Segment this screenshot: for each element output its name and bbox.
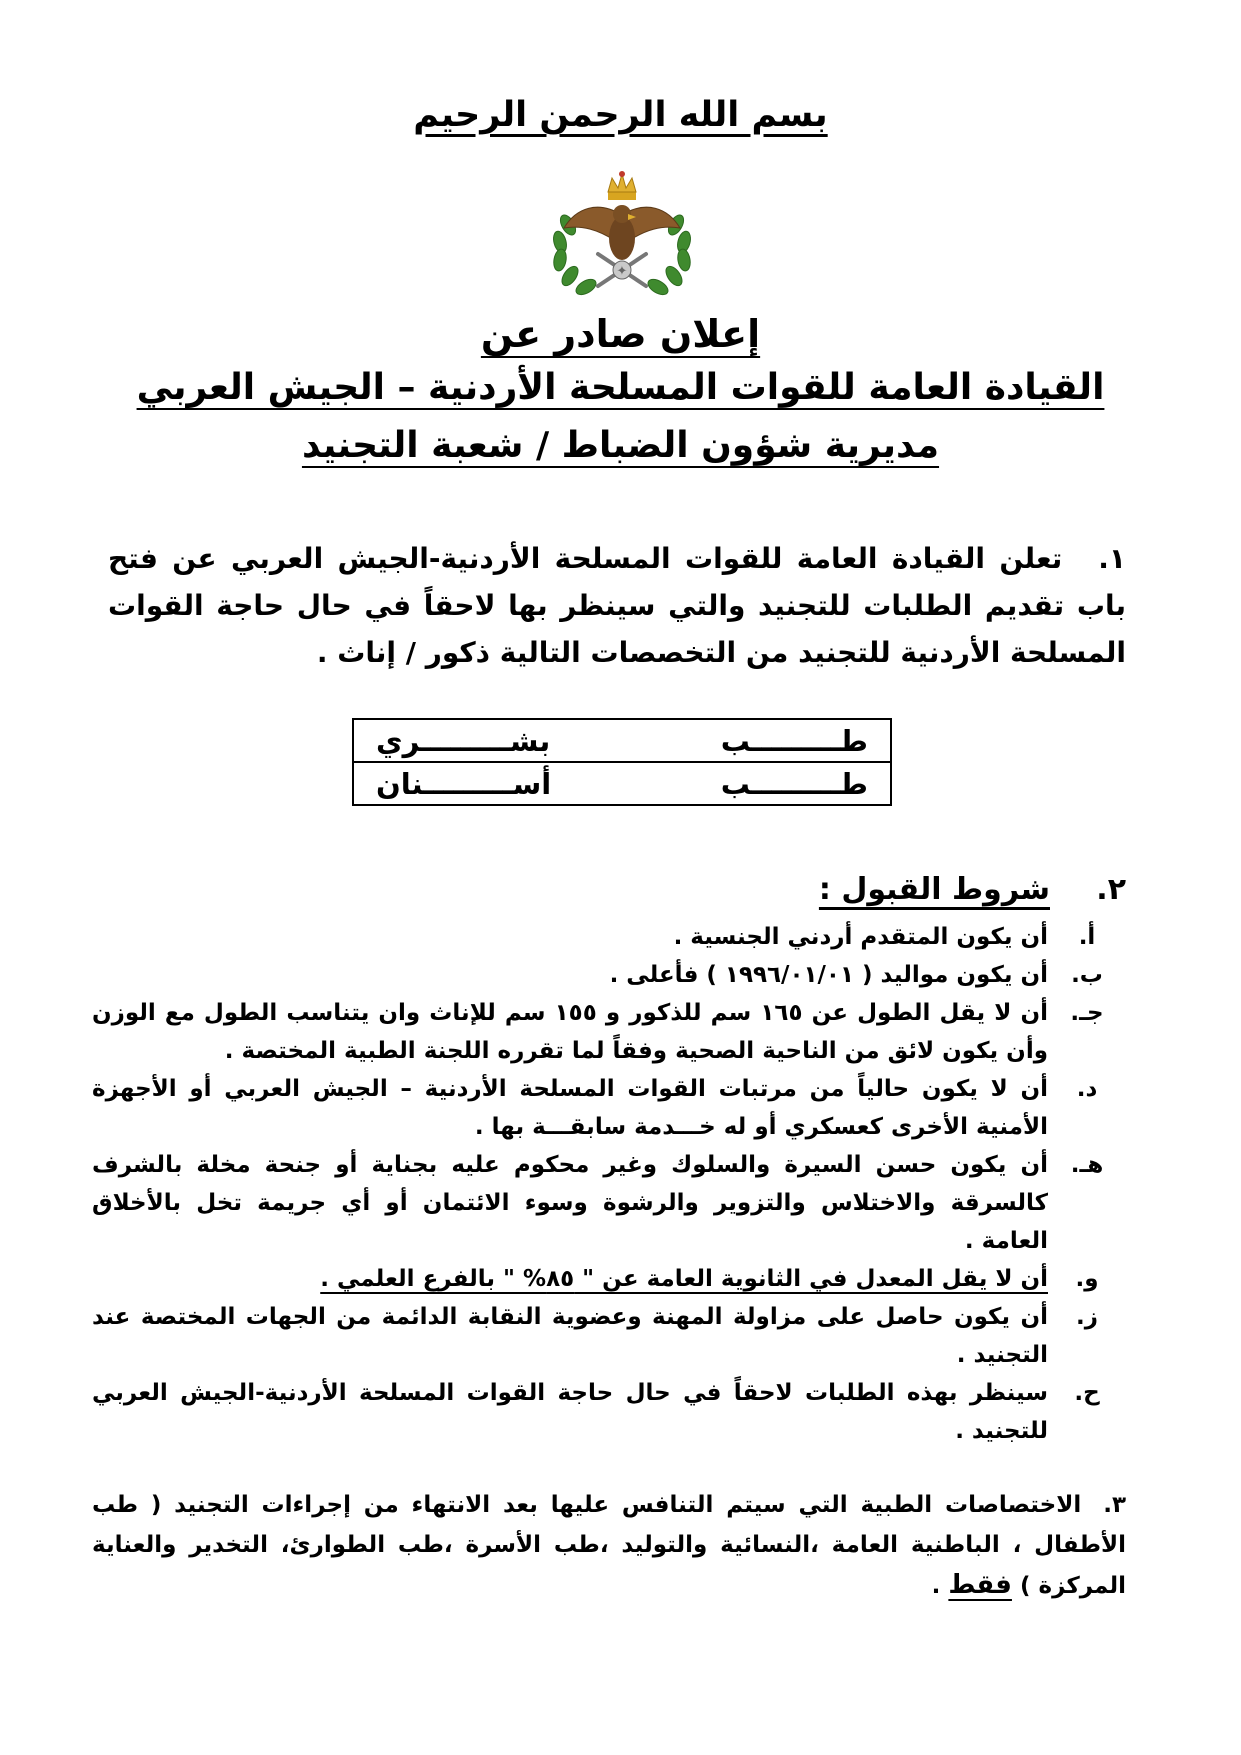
table-row [353,762,891,805]
svg-text:✦: ✦ [616,264,628,279]
item-text: أن لا يكون حالياً من مرتبات القوات المسلحة الأردنية – الجيش العربي أو الأجهزة الأمنية الأخرى كعسكري أو له خـــدمة سابقـــة بها . [92,1076,1048,1140]
item-letter: جـ. [1070,1000,1104,1026]
directorate-heading [0,425,1241,466]
section-2-number: ٢. [1096,872,1126,907]
section-1-paragraph [108,535,1126,676]
item-letter: ز. [1076,1304,1098,1330]
conditions-list [92,918,1126,1450]
list-item [92,1374,1126,1450]
list-item [92,918,1126,956]
list-item [92,1146,1126,1260]
item-text: أن يكون حاصل على مزاولة المهنة وعضوية النقابة الدائمة من الجهات المختصة عند التجنيد . [92,1304,1048,1368]
item-letter: أ. [1078,924,1096,950]
item-text: أن يكون حسن السيرة والسلوك وغير محكوم عليه بجناية أو جنحة مخلة بالشرف كالسرقة والاختلاس والتزوير والرشوة وسوء الائتمان أو أي جريمة تخل بالأخلاق العامة . [92,1152,1048,1254]
item-text: أن يكون مواليد ( ١٩٩٦/٠١/٠١ ) فأعلى . [609,962,1048,988]
heading-line-2: القيادة العامة للقوات المسلحة الأردنية – الجيش العربي [136,367,1105,408]
section-3-paragraph [92,1485,1126,1606]
item-letter: و. [1075,1266,1099,1292]
item-letter: هـ. [1070,1152,1104,1178]
item-letter: د. [1076,1076,1098,1102]
section-2-heading [819,872,1126,907]
section-3-number: ٣. [1103,1492,1126,1518]
section-3-text: الاختصاصات الطبية التي سيتم التنافس عليها بعد الانتهاء من إجراءات التجنيد ( طب الأطفال ، الباطنية العامة ،النسائية والتوليد ،طب الأسرة ،طب الطوارئ، التخدير والعناية المركزة ) [92,1492,1126,1599]
list-item [92,1260,1126,1298]
section-2-title: شروط القبول : [818,872,1050,907]
authority-heading [0,367,1241,408]
item-text: أن يكون المتقدم أردني الجنسية . [673,924,1048,950]
list-item [92,956,1126,994]
item-text: سينظر بهذه الطلبات لاحقاً في حال حاجة القوات المسلحة الأردنية-الجيش العربي للتجنيد . [92,1380,1048,1444]
list-item [92,994,1126,1070]
item-letter: ب. [1071,962,1103,988]
specialties-table [352,718,892,806]
basmala-heading [0,95,1241,135]
specialty-cell: طـــــــــب أســـــــــنان [353,762,891,805]
table-row [353,719,891,762]
heading-line-3: مديرية شؤون الضباط / شعبة التجنيد [301,425,940,466]
basmala-text: بسم الله الرحمن الرحيم [413,95,828,135]
announcement-heading [0,312,1241,356]
section-1-number: ١. [1098,542,1126,575]
section-3-emphasis: فقط [948,1570,1012,1600]
list-item [92,1070,1126,1146]
section-1-text: تعلن القيادة العامة للقوات المسلحة الأردنية-الجيش العربي عن فتح باب تقديم الطلبات للتجنيد والتي سينظر بها لاحقاً في حال حاجة القوات المسلحة الأردنية للتجنيد من التخصصات التالية ذكور / إناث . [108,542,1126,669]
item-letter: ح. [1074,1380,1100,1406]
item-text: أن لا يقل المعدل في الثانوية العامة عن " ٨٥% " بالفرع العلمي . [320,1266,1048,1292]
list-item [92,1298,1126,1374]
specialty-cell: طـــــــــب بشـــــــــري [353,719,891,762]
item-text: أن لا يقل الطول عن ١٦٥ سم للذكور و ١٥٥ سم للإناث وان يتناسب الطول مع الوزن وأن يكون لائق من الناحية الصحية وفقاً لما تقرره اللجنة الطبية المختصة . [92,1000,1049,1064]
section-3-end: . [931,1573,941,1599]
jordan-armed-forces-emblem-icon [528,170,716,300]
heading-line-1: إعلان صادر عن [480,312,761,356]
